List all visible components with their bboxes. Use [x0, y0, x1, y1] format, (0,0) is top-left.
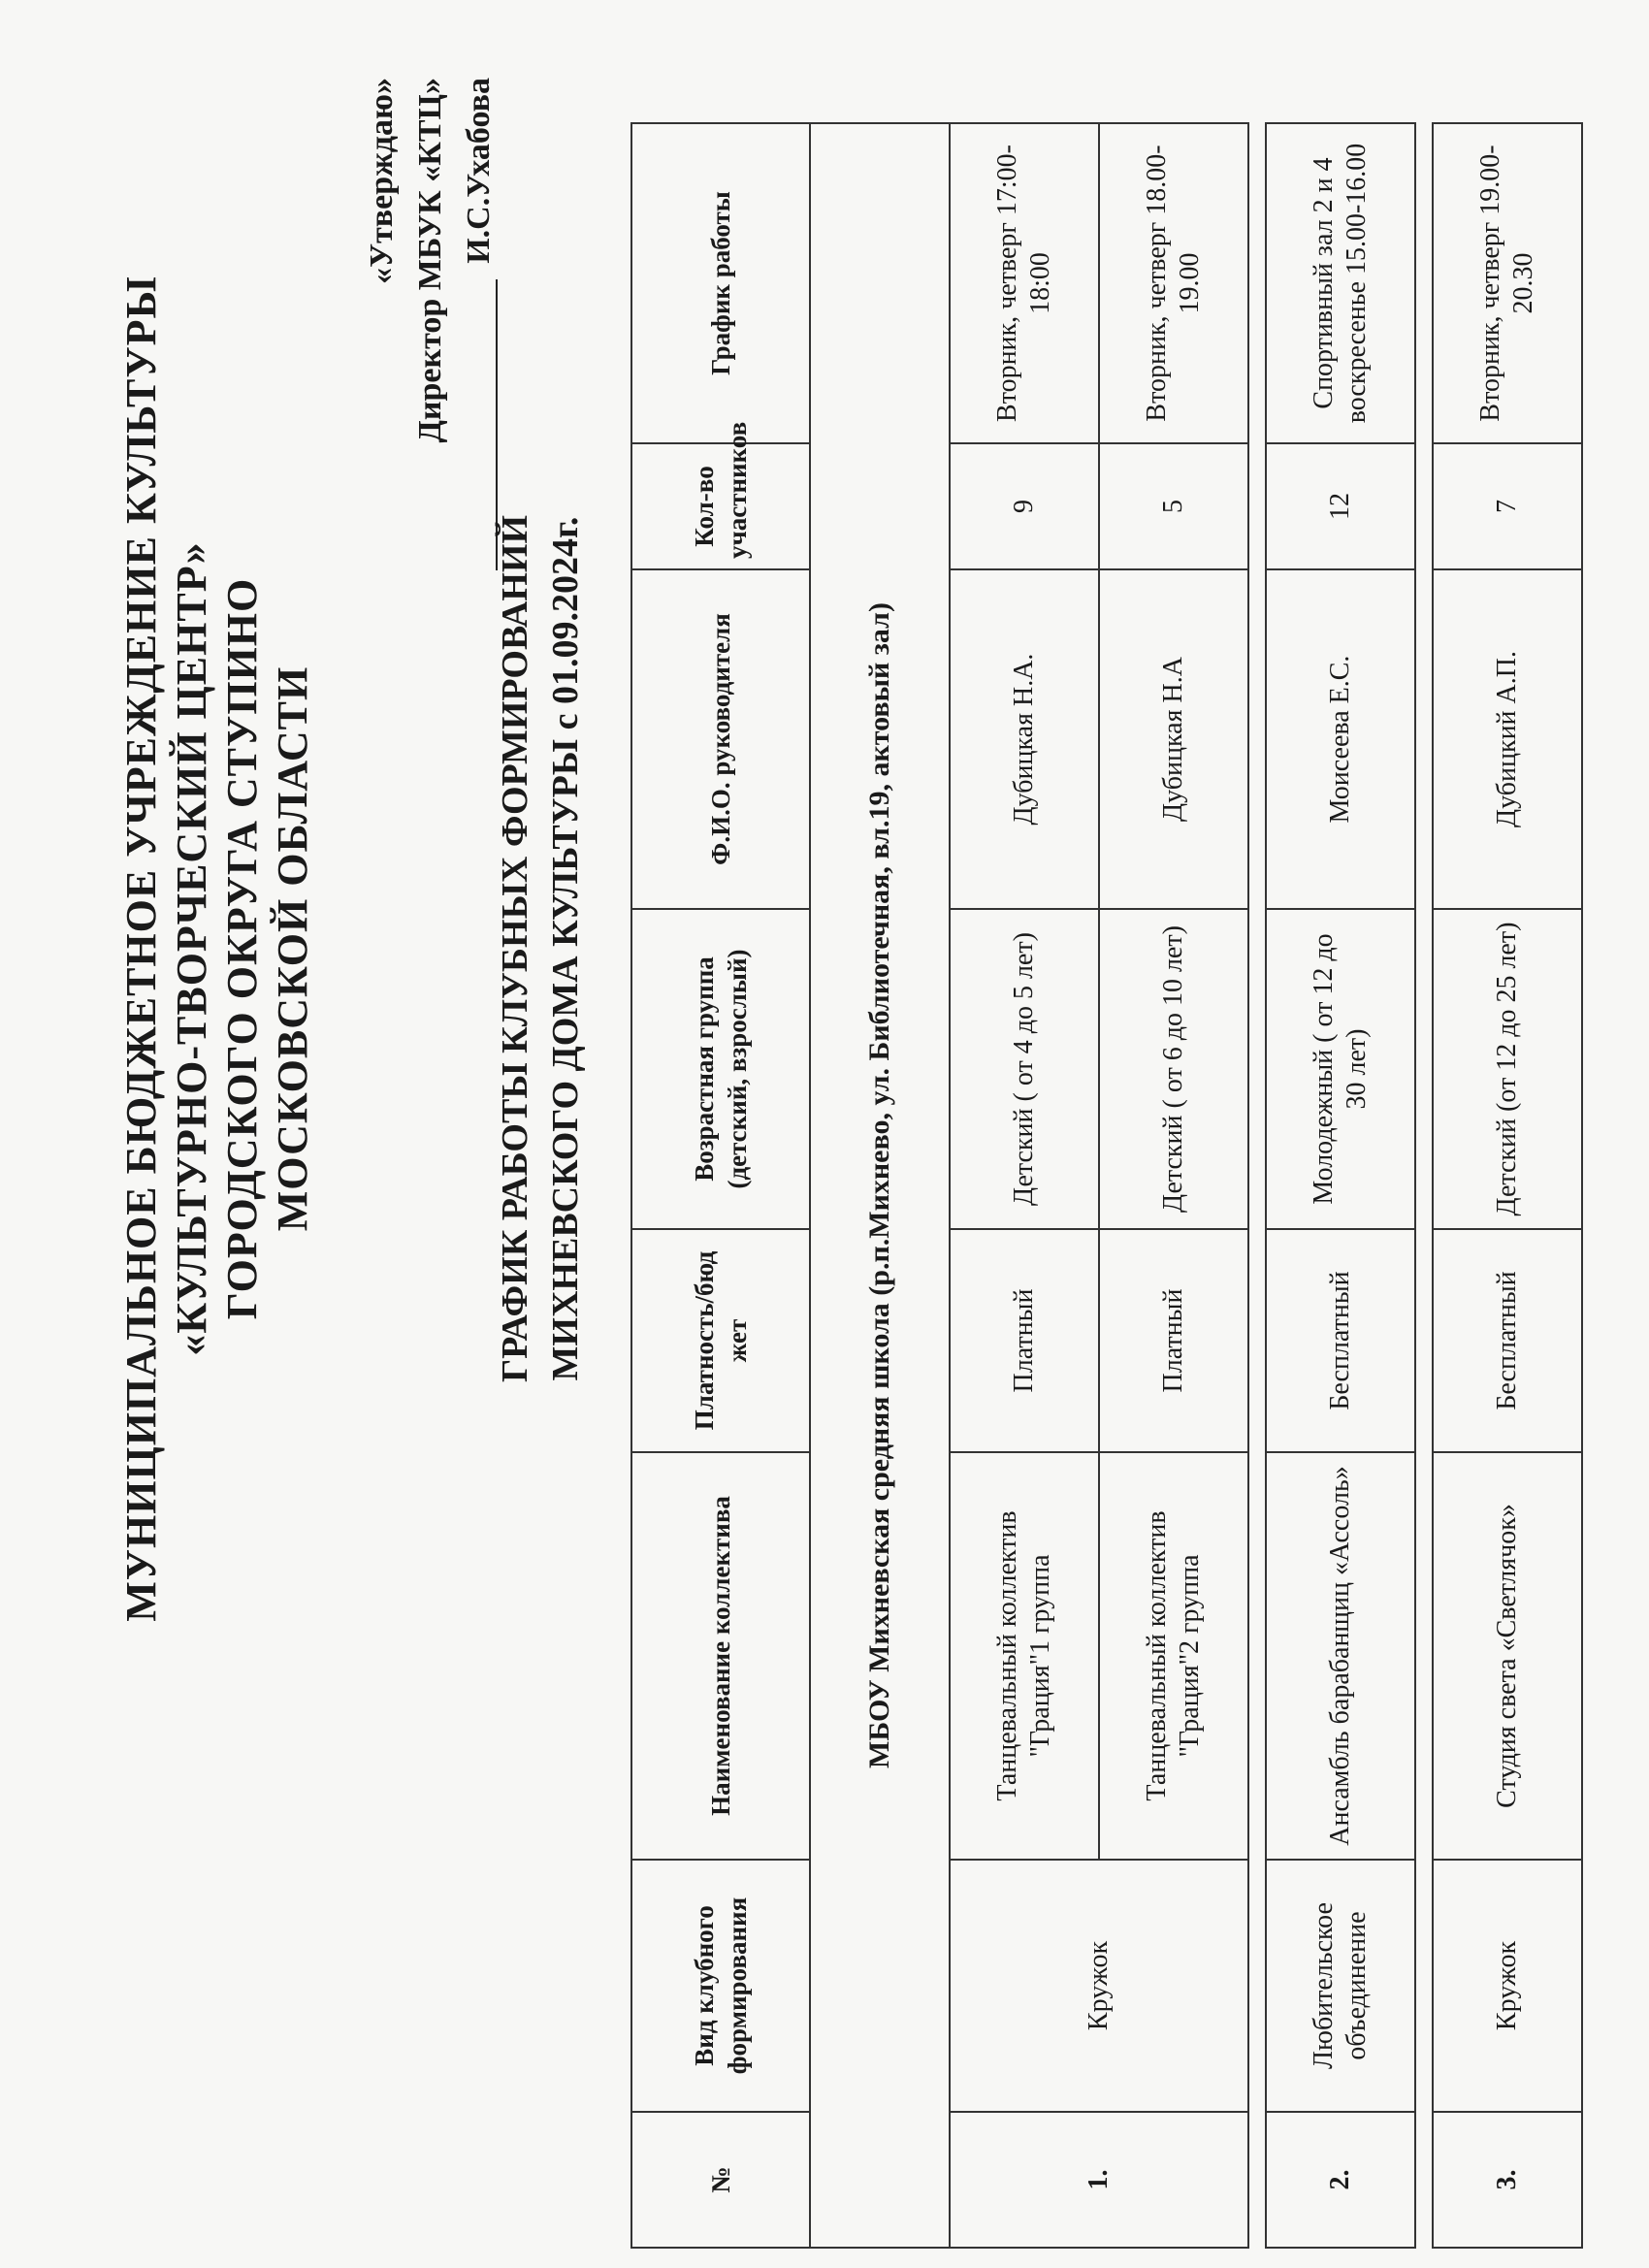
work-schedule: Спортивный зал 2 и 4 воскресенье 15.00-16.00	[1266, 123, 1415, 443]
age-group: Молодежный ( от 12 до 30 лет)	[1266, 909, 1415, 1229]
leader-name: Дубицкая Н.А.	[950, 569, 1099, 909]
title-line: МИХНЕВСКОГО ДОМА КУЛЬТУРЫ с 01.09.2024г.	[545, 516, 586, 1381]
participant-count: 5	[1099, 443, 1248, 569]
column-header: Наименование коллектива	[631, 1452, 810, 1860]
column-header: Ф.И.О. руководителя	[631, 569, 810, 909]
participant-count: 7	[1433, 443, 1582, 569]
title-line: ГРАФИК РАБОТЫ КЛУБНЫХ ФОРМИРОВАНИЙ	[495, 514, 535, 1383]
work-schedule: Вторник, четверг 18.00-19.00	[1099, 123, 1248, 443]
table-row	[950, 123, 1099, 2248]
formation-type: Кружок	[1433, 1860, 1582, 2112]
leader-name: Дубицкий А.П.	[1433, 569, 1582, 909]
column-header: №	[631, 2112, 810, 2248]
age-group: Детский ( от 4 до 5 лет)	[950, 909, 1099, 1229]
participant-count: 9	[950, 443, 1099, 569]
payment-type: Платный	[950, 1229, 1099, 1452]
work-schedule: Вторник, четверг 17:00-18:00	[950, 123, 1099, 443]
org-line: МОСКОВСКОЙ ОБЛАСТИ	[269, 665, 316, 1232]
participant-count: 12	[1266, 443, 1415, 569]
table-row	[1433, 123, 1582, 2248]
leader-name: Дубицкая Н.А	[1099, 569, 1248, 909]
column-header: Платность/бюд жет	[631, 1229, 810, 1452]
venue-cell: МБОУ Михневская средняя школа (р.п.Михнево, ул. Библиотечная, вл.19, актовый зал)	[810, 123, 950, 2248]
work-schedule: Вторник, четверг 19.00-20.30	[1433, 123, 1582, 443]
org-line: МУНИЦИПАЛЬНОЕ БЮДЖЕТНОЕ УЧРЕЖДЕНИЕ КУЛЬТУРЫ	[117, 275, 165, 1622]
column-header: Кол-во участников	[631, 443, 810, 569]
age-group: Детский (от 12 до 25 лет)	[1433, 909, 1582, 1229]
collective-name: Танцевальный коллектив "Грация"2 группа	[1099, 1452, 1248, 1860]
approval-position: Директор МБУК «КТЦ»	[412, 78, 448, 443]
row-number: 2.	[1266, 2112, 1415, 2248]
approval-label: «Утверждаю»	[364, 78, 400, 284]
collective-name: Танцевальный коллектив "Грация"1 группа	[950, 1452, 1099, 1860]
formation-type: Любительское объединение	[1266, 1860, 1415, 2112]
table-header-row	[631, 123, 810, 2248]
row-number: 1.	[950, 2112, 1248, 2248]
approval-name: И.С.Ухабова	[461, 78, 497, 264]
row-separator	[1248, 123, 1266, 2248]
org-line: ГОРОДСКОГО ОКРУГА СТУПИНО	[218, 577, 266, 1320]
document-title	[490, 173, 591, 1725]
leader-name: Моисеева Е.С.	[1266, 569, 1415, 909]
venue-row	[810, 123, 950, 2248]
formation-type: Кружок	[950, 1860, 1248, 2112]
column-header: Возрастная группа (детский, взрослый)	[631, 909, 810, 1229]
age-group: Детский ( от 6 до 10 лет)	[1099, 909, 1248, 1229]
schedule-table	[630, 122, 1583, 2249]
row-separator	[1415, 123, 1433, 2248]
payment-type: Бесплатный	[1433, 1229, 1582, 1452]
organization-header	[116, 173, 318, 1725]
column-header: График работы	[631, 123, 810, 443]
payment-type: Бесплатный	[1266, 1229, 1415, 1452]
collective-name: Студия света «Светлячок»	[1433, 1452, 1582, 1860]
column-header: Вид клубного формирования	[631, 1860, 810, 2112]
payment-type: Платный	[1099, 1229, 1248, 1452]
org-line: «КУЛЬТУРНО-ТВОРЧЕСКИЙ ЦЕНТР»	[168, 541, 215, 1356]
collective-name: Ансамбль барабанщиц «Ассоль»	[1266, 1452, 1415, 1860]
table-row	[1266, 123, 1415, 2248]
row-number: 3.	[1433, 2112, 1582, 2248]
